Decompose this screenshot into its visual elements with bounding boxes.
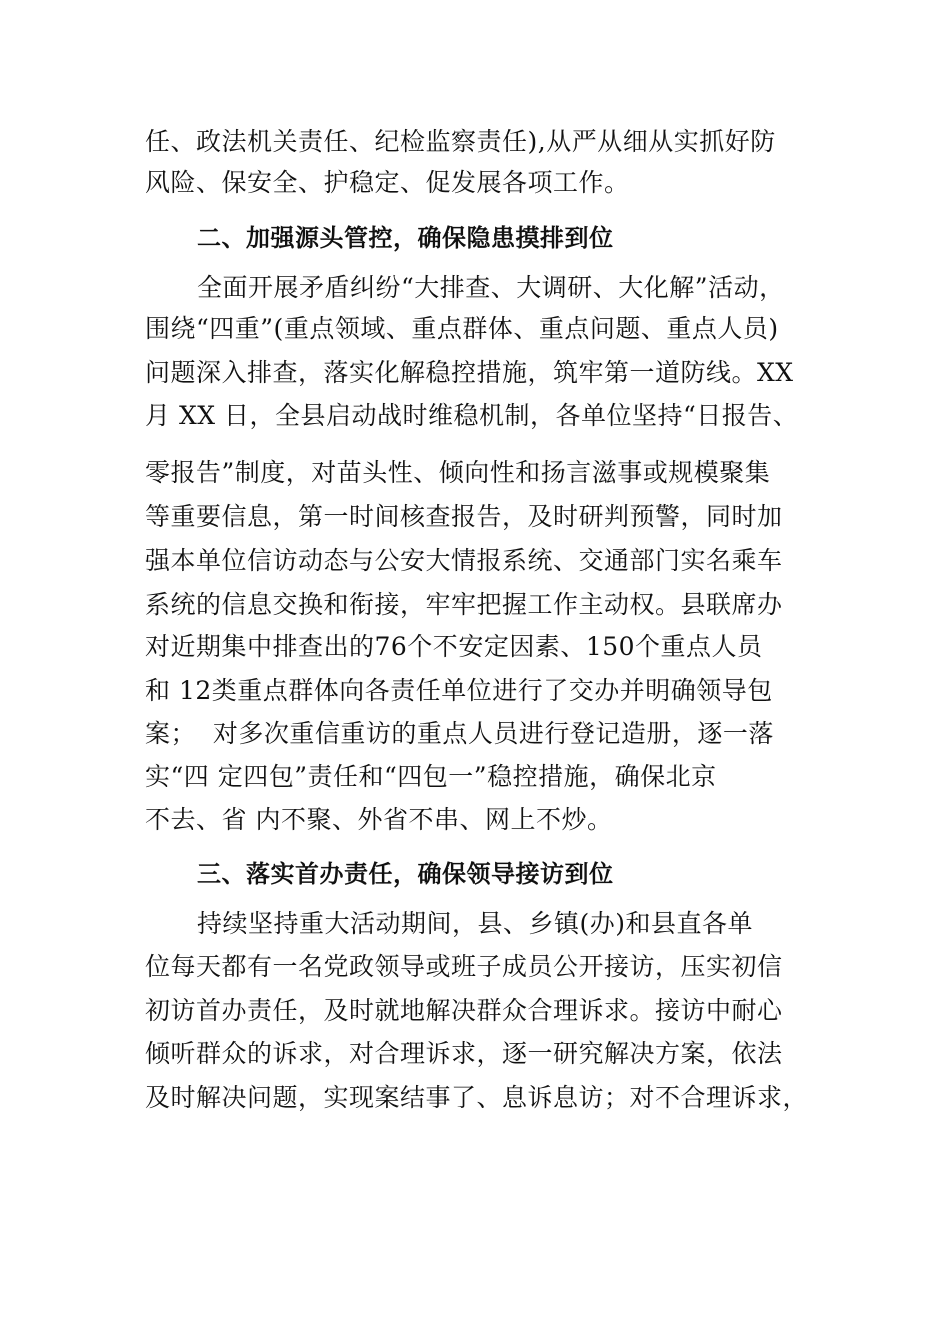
paragraph-line: 任、政法机关责任、纪检监察责任),从严从细从实抓好防 — [145, 127, 776, 156]
section-heading: 三、落实首办责任，确保领导接访到位 — [197, 860, 614, 888]
paragraph-line: 倾听群众的诉求，对合理诉求，逐一研究解决方案，依法 — [145, 1039, 783, 1068]
paragraph-line: 持续坚持重大活动期间，县、乡镇(办)和县直各单 — [197, 909, 754, 938]
paragraph-line: 问题深入排查，落实化解稳控措施，筑牢第一道防线。XX — [145, 358, 794, 387]
paragraph-line: 案； 对多次重信重访的重点人员进行登记造册，逐一落 — [145, 719, 774, 748]
paragraph-line: 实“四 定四包”责任和“四包一”稳控措施，确保北京 — [145, 762, 717, 791]
paragraph-line: 围绕“四重”(重点领域、重点群体、重点问题、重点人员) — [145, 314, 779, 343]
paragraph-line: 对近期集中排查出的76个不安定因素、150个重点人员 — [145, 632, 763, 661]
paragraph-line: 等重要信息，第一时间核查报告，及时研判预警，同时加 — [145, 502, 783, 531]
paragraph-line: 全面开展矛盾纠纷“大排查、大调研、大化解”活动， — [197, 273, 785, 302]
paragraph-line: 和 12类重点群体向各责任单位进行了交办并明确领导包 — [145, 676, 773, 705]
paragraph-line: 初访首办责任，及时就地解决群众合理诉求。接访中耐心 — [145, 996, 783, 1025]
section-heading: 二、加强源头管控，确保隐患摸排到位 — [197, 224, 614, 252]
paragraph-line: 月 XX 日，全县启动战时维稳机制，各单位坚持“日报告、 — [145, 401, 799, 430]
paragraph-line: 零报告”制度，对苗头性、倾向性和扬言滋事或规模聚集 — [145, 458, 771, 487]
paragraph-line: 不去、省 内不聚、外省不串、网上不炒。 — [145, 805, 613, 834]
paragraph-line: 强本单位信访动态与公安大情报系统、交通部门实名乘车 — [145, 546, 783, 575]
paragraph-line: 及时解决问题，实现案结事了、息诉息访；对不合理诉求， — [145, 1083, 809, 1112]
paragraph-line: 风险、保安全、护稳定、促发展各项工作。 — [145, 168, 630, 197]
paragraph-line: 位每天都有一名党政领导或班子成员公开接访，压实初信 — [145, 952, 783, 981]
paragraph-line: 系统的信息交换和衔接，牢牢把握工作主动权。县联席办 — [145, 590, 783, 619]
